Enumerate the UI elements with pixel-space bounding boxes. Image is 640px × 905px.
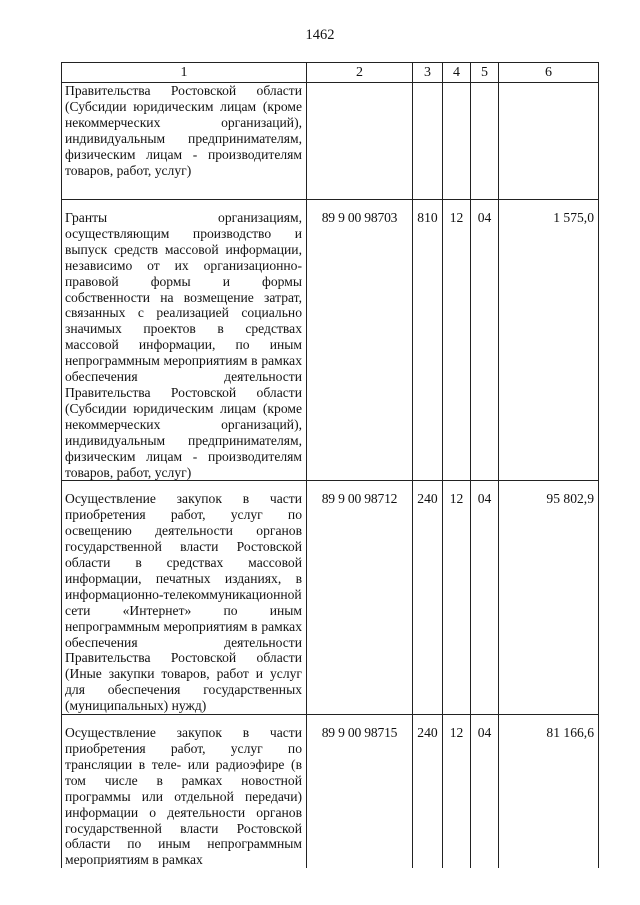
column-header-1: 1 xyxy=(62,63,307,83)
row-pr: 04 xyxy=(471,481,499,715)
table-header-row xyxy=(62,63,599,83)
row-rz: 12 xyxy=(443,481,471,715)
page-number: 1462 xyxy=(305,27,335,43)
table-row xyxy=(62,83,599,200)
column-header-5: 5 xyxy=(471,63,499,83)
budget-table xyxy=(61,62,599,868)
table-row xyxy=(62,200,599,481)
row-vr xyxy=(413,83,443,200)
table-row xyxy=(62,481,599,715)
row-code: 89 9 00 98712 xyxy=(307,481,413,715)
row-code: 89 9 00 98703 xyxy=(307,200,413,481)
row-amount: 81 166,6 xyxy=(499,715,599,869)
row-pr xyxy=(471,83,499,200)
row-description: Осуществление закупок в части приобретения работ, услуг по трансляции в теле- или радиоэфире (в том числе в рамках новостной программы или отдельной передачи) информации о деятельности органов государственной власти Ростовской области по иным непрограммным мероприятиям в рамках xyxy=(62,715,307,869)
row-rz xyxy=(443,83,471,200)
column-header-4: 4 xyxy=(443,63,471,83)
column-header-3: 3 xyxy=(413,63,443,83)
row-amount: 1 575,0 xyxy=(499,200,599,481)
row-code: 89 9 00 98715 xyxy=(307,715,413,869)
row-vr: 240 xyxy=(413,715,443,869)
row-vr: 240 xyxy=(413,481,443,715)
row-amount: 95 802,9 xyxy=(499,481,599,715)
row-rz: 12 xyxy=(443,200,471,481)
column-header-6: 6 xyxy=(499,63,599,83)
row-pr: 04 xyxy=(471,715,499,869)
row-pr: 04 xyxy=(471,200,499,481)
row-description: Осуществление закупок в части приобретения работ, услуг по освещению деятельности органов государственной власти Ростовской области в средствах массовой информации, печатных изданиях, в информационно-телекоммуникационной сети «Интернет» по иным непрограммным мероприятиям в рамках обеспечения деятельности Правительства Ростовской области (Иные закупки товаров, работ и услуг для обеспечения государственных (муниципальных) нужд) xyxy=(62,481,307,715)
row-code xyxy=(307,83,413,200)
row-vr: 810 xyxy=(413,200,443,481)
row-description: Гранты организациям, осуществляющим производство и выпуск средств массовой информации, независимо от их организационно-правовой формы и формы собственности на возмещение затрат, связанных с реализацией социально значимых проектов в средствах массовой информации, по иным непрограммным мероприятиям в рамках обеспечения деятельности Правительства Ростовской области (Субсидии юридическим лицам (кроме некоммерческих организаций), индивидуальным предпринимателям, физическим лицам - производителям товаров, работ, услуг) xyxy=(62,200,307,481)
row-amount xyxy=(499,83,599,200)
table-row xyxy=(62,715,599,869)
row-description: Правительства Ростовской области (Субсидии юридическим лицам (кроме некоммерческих организаций), индивидуальным предпринимателям, физическим лицам - производителям товаров, работ, услуг) xyxy=(62,83,307,200)
row-rz: 12 xyxy=(443,715,471,869)
column-header-2: 2 xyxy=(307,63,413,83)
